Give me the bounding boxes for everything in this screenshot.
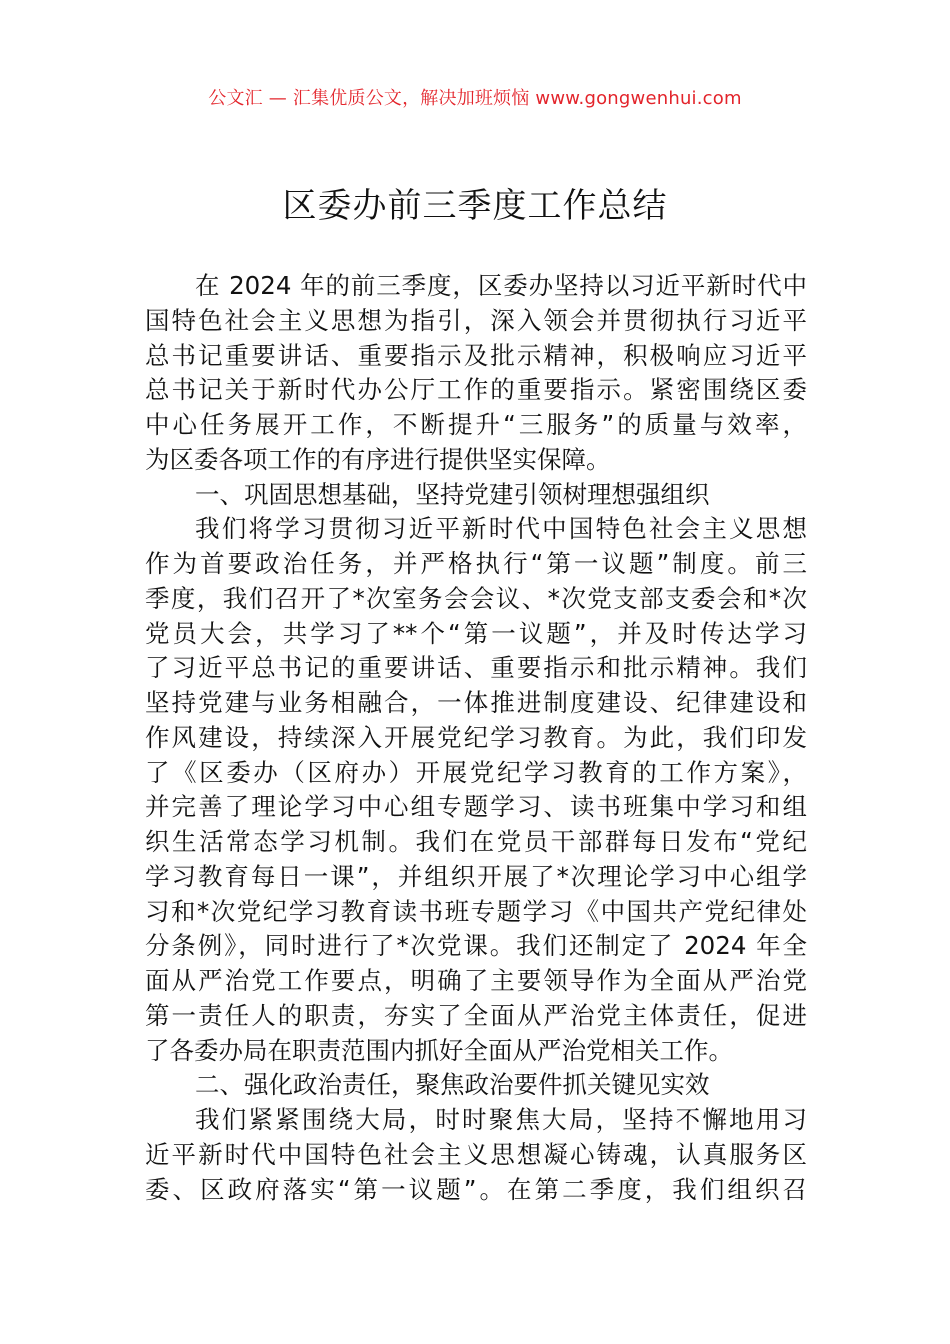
text-line: 近平新时代中国特色社会主义思想凝心铸魂，认真服务区 bbox=[145, 1139, 807, 1169]
text-line: 习和*次党纪学习教育读书班专题学习《中国共产党纪律处 bbox=[145, 896, 807, 926]
text-line: 坚持党建与业务相融合，一体推进制度建设、纪律建设和 bbox=[145, 688, 807, 717]
text-line: 学习教育每日一课”，并组织开展了*次理论学习中心组学 bbox=[145, 861, 807, 891]
text-line: 了各委办局在职责范围内抓好全面从严治党相关工作。 bbox=[145, 1035, 733, 1065]
text-line: 面从严治党工作要点，明确了主要领导作为全面从严治党 bbox=[145, 966, 807, 995]
section-heading bbox=[145, 1068, 807, 1103]
text-line: 并完善了理论学习中心组专题学习、读书班集中学习和组 bbox=[145, 792, 807, 822]
text-line: 委、区政府落实“第一议题”。在第二季度，我们组织召 bbox=[145, 1174, 807, 1204]
paragraph bbox=[145, 1103, 807, 1207]
text-line: 了《区委办（区府办）开展党纪学习教育的工作方案》， bbox=[145, 757, 807, 787]
text-line: 作为首要政治任务，并严格执行“第一议题”制度。前三 bbox=[145, 549, 807, 578]
section-heading bbox=[145, 478, 807, 513]
text-line: 为区委各项工作的有序进行提供坚实保障。 bbox=[145, 444, 611, 474]
watermark-banner: 公文汇 — 汇集优质公文，解决加班烦恼 www.gongwenhui.com bbox=[208, 88, 742, 109]
text-line: 在 2024 年的前三季度，区委办坚持以习近平新时代中 bbox=[195, 271, 807, 300]
document-body bbox=[145, 269, 807, 1207]
text-line: 我们将学习贯彻习近平新时代中国特色社会主义思想 bbox=[195, 514, 807, 544]
text-line: 我们紧紧围绕大局，时时聚焦大局，坚持不懈地用习 bbox=[195, 1105, 807, 1134]
paragraph bbox=[145, 269, 807, 478]
document-title: 区委办前三季度工作总结 bbox=[282, 186, 668, 226]
text-line: 党员大会，共学习了**个“第一议题”，并及时传达学习 bbox=[145, 618, 807, 648]
text-line: 季度，我们召开了*次室务会会议、*次党支部支委会和*次 bbox=[145, 583, 807, 613]
text-line: 第一责任人的职责，夯实了全面从严治党主体责任，促进 bbox=[145, 1000, 807, 1030]
text-line: 了习近平总书记的重要讲话、重要指示和批示精神。我们 bbox=[145, 653, 807, 683]
text-line: 国特色社会主义思想为指引，深入领会并贯彻执行习近平 bbox=[145, 305, 807, 335]
text-line: 中心任务展开工作，不断提升“三服务”的质量与效率， bbox=[145, 410, 807, 439]
text-line: 作风建设，持续深入开展党纪学习教育。为此，我们印发 bbox=[145, 722, 807, 752]
text-line: 二、强化政治责任，聚焦政治要件抓关键见实效 bbox=[195, 1070, 710, 1100]
text-line: 总书记重要讲话、重要指示及批示精神，积极响应习近平 bbox=[145, 340, 807, 370]
text-line: 一、巩固思想基础，坚持党建引领树理想强组织 bbox=[195, 479, 710, 509]
text-line: 分条例》，同时进行了*次党课。我们还制定了 2024 年全 bbox=[145, 931, 807, 961]
paragraph bbox=[145, 512, 807, 1068]
text-line: 总书记关于新时代办公厅工作的重要指示。紧密围绕区委 bbox=[145, 375, 807, 405]
text-line: 织生活常态学习机制。我们在党员干部群每日发布“党纪 bbox=[145, 827, 807, 856]
